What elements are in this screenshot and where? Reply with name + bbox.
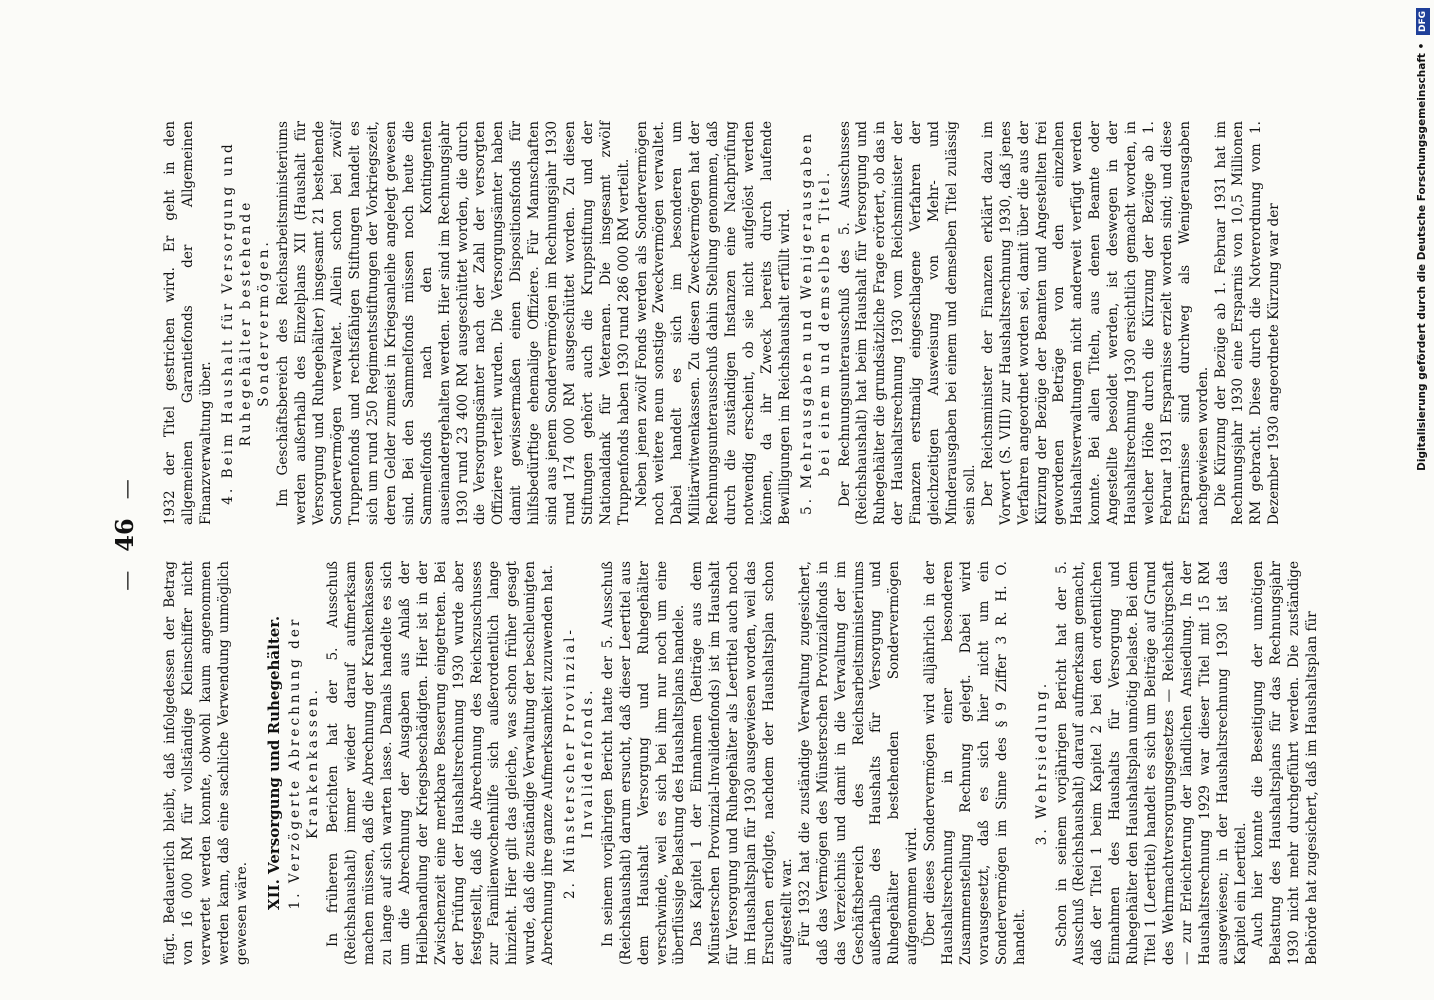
digitization-credit [1412, 8, 1432, 998]
subsection-2-paragraph-c: Für 1932 hat die zuständige Verwaltung zugesichert, daß das Vermögen des Münsterschen Provinzialfonds in das Verzeichnis und damit in die Verwaltung der im Geschäftsbereich des Reichsarbeitsministeriums außerhalb des Haushalts für Versorgung und Ruhegehälter bestehenden Sondervermögen aufgenommen wird. [796, 561, 921, 965]
subsection-1-paragraph: In früheren Berichten hat der 5. Ausschuß (Reichshaushalt) immer wieder darauf aufmerksam machen müssen, daß die Abrechnung der Krankenkassen zu lange auf sich warten lasse. Damals handelte es sich um die Abrechnung der Ausgaben aus Anlaß der Heilbehandlung der Kriegsbeschädigten. Hier ist in der Zwischenzeit eine merkbare Besserung eingetreten. Bei der Prüfung der Haushaltsrechnung 1930 wurde aber festgestellt, daß die Abrechnung des Reichszuschusses zur Familienwochenhilfe sich außerordentlich lange hinzieht. Hier gilt das gleiche, was schon früher gesagt wurde, daß die zuständige Verwaltung der beschleunigten Abrechnung ihre ganze Aufmerksamkeit zuzuwenden hat. [325, 561, 557, 965]
subsection-3-paragraph-b: Auch hier konnte die Beseitigung der unnötigen Belastung des Haushaltsplans für das Rechnungsjahr 1930 nicht mehr durchgeführt werden. Die zuständige Behörde hat zugesichert, daß im Haushaltsplan für [1250, 561, 1321, 965]
subsection-1-title: 1. Verzögerte Abrechnung der Krankenkassen. [287, 616, 322, 910]
subsection-2-paragraph-b: Das Kapitel 1 der Einnahmen (Beiträge aus dem Münsterschen Provinzial-Invalidenfonds) ist im Haushalt für Versorgung und Ruhegehälter als Leertitel auch noch im Haushaltsplan für 1930 ausgewiesen worden, weil das Ersuchen erfolgte, nachdem der Haushaltsplan schon aufgestellt war. [689, 561, 795, 965]
subsection-4-paragraph-b: Neben jenen zwölf Fonds werden als Sondervermögen noch weitere neun sonstige Zweckvermögen verwaltet. Dabei handelt es sich im besonderen um Militärwitwenkassen. Zu diesen Zweckvermögen hat der Rechnungsunterausschuß dahin Stellung genommen, daß durch die zuständigen Instanzen eine Nachprüfung notwendig erscheint, ob sie nicht aufgelöst werden können, da ihr Zweck bereits durch laufende Bewilligungen im Reichshaushalt erfüllt wird. [633, 121, 793, 525]
header-dash-left: — [114, 570, 138, 591]
right-column [162, 121, 1284, 525]
page-number: 46 [110, 518, 139, 552]
rotated-page-content [110, 105, 1335, 965]
subsection-5-title: 5. Mehrausgaben und Wenigerausgaben bei einem und demselben Titel. [798, 131, 833, 515]
subsection-2-title: 2. Münsterscher Provinzial-Invalidenfonds. [562, 626, 596, 900]
subsection-5-paragraph-c: Die Kürzung der Bezüge ab 1. Februar 1931 hat im Rechnungsjahr 1930 eine Ersparnis von 10,5 Millionen RM gebracht. Diese durch die Notverordnung vom 1. Dezember 1930 angeordnete Kürzung war der [1212, 121, 1283, 525]
subsection-2-paragraph-a: In seinem vorjährigen Bericht hatte der 5. Ausschuß (Reichshaushalt) darum ersucht, daß dieser Leertitel aus dem Haushalt Versorgung und Ruhegehälter verschwinde, weil es sich bei ihm nur noch um eine überflüssige Belastung des Haushaltsplans handele. [599, 561, 688, 965]
left-column [162, 561, 1322, 965]
dfg-logo: DFG [1416, 8, 1430, 35]
page-header [110, 105, 150, 965]
subsection-5-paragraph-a: Der Rechnungsunterausschuß des 5. Ausschusses (Reichshaushalt) hat beim Haushalt für Versorgung und Ruhegehälter die grundsätzliche Frage erörtert, ob das in der Haushaltsrechnung 1930 vom Reichsminister der Finanzen erstmalig eingeschlagene Verfahren der gleichzeitigen Ausweisung von Mehr- und Minderausgaben bei einem und demselben Titel zulässig sein soll. [836, 121, 978, 525]
subsection-5-paragraph-b: Der Reichsminister der Finanzen erklärt dazu im Vorwort (S. VIII) zur Haushaltsrechnung 1930, daß jenes Verfahren angeordnet worden sei, damit über die aus der Kürzung der Bezüge der Beamten und Angestellten frei gewordenen Beträge von den einzelnen Haushaltsverwaltungen nicht anderweit verfügt werden konnte. Bei allen Titeln, aus denen Beamte oder Angestellte besoldet werden, ist deswegen in der Haushaltsrechnung 1930 ersichtlich gemacht worden, in welcher Höhe durch die Kürzung der Bezüge ab 1. Februar 1931 Ersparnisse erzielt worden sind; und diese Ersparnisse sind durchweg als Wenigerausgaben nachgewiesen worden. [979, 121, 1211, 525]
subsection-4-title: 4. Beim Haushalt für Versorgung und Ruhegehälter bestehende Sondervermögen. [219, 141, 272, 505]
header-dash-right: — [114, 479, 138, 500]
right-intro-paragraph: 1932 der Titel gestrichen wird. Er geht in den allgemeinen Garantiefonds der Allgemeinen Finanzverwaltung über. [162, 121, 214, 525]
subsection-4-paragraph-a: Im Geschäftsbereich des Reichsarbeitsministeriums werden außerhalb des Einzelplans XII (Haushalt für Versorgung und Ruhegehälter) insgesamt 21 bestehende Sondervermögen verwaltet. Allein schon bei zwölf Truppenfonds und rechtsfähigen Stiftungen handelt es sich um rund 250 Regimentsstiftungen der Vorkriegszeit, deren Gelder zumeist in Kriegsanleihe angelegt gewesen sind. Bei den Sammelfonds müssen noch heute die Sammelfonds nach den Kontingenten auseinandergehalten werden. Hier sind im Rechnungsjahr 1930 rund 23 400 RM ausgeschüttet worden, die durch die Versorgungsämter nach der Zahl der versorgten Offiziere verteilt wurden. Die Versorgungsämter haben damit gewissermaßen einen Dispositionsfonds für hilfsbedürftige ehemalige Offiziere. Für Mannschaften sind aus jenem Sondervermögen im Rechnungsjahr 1930 rund 174 000 RM ausgeschüttet worden. Zu diesen Stiftungen gehört auch die Kruppstiftung und der Nationaldank für Veteranen. Die insgesamt zwölf Truppenfonds haben 1930 rund 286 000 RM verteilt. [275, 121, 632, 525]
left-intro-paragraph: fügt. Bedauerlich bleibt, daß infolgedessen der Betrag von 16 000 RM für vollständige Kleinschiffer nicht verwertet werden konnte, obwohl kaum angenommen werden kann, daß eine sachliche Verwendung unmöglich gewesen wäre. [162, 561, 250, 965]
subsection-3-paragraph-a: Schon in seinem vorjährigen Bericht hat der 5. Ausschuß (Reichshaushalt) darauf aufmerksam gemacht, daß der Titel 1 beim Kapitel 2 bei den ordentlichen Einnahmen des Haushalts für Versorgung und Ruhegehälter den Haushaltsplan unnötig belaste. Bei dem Titel 1 (Leertitel) handelt es sich um Beiträge auf Grund des Wehrmachtversorgungsgesetzes — Reichsbürgschaft — zur Erleichterung der ländlichen Ansiedlung. In der Haushaltsrechnung 1929 war dieser Titel mit 15 RM ausgewiesen; in der Haushaltsrechnung 1930 ist das Kapitel ein Leertitel. [1053, 561, 1249, 965]
subsection-3-title: 3. Wehrsiedlung. [1033, 680, 1050, 846]
digitization-credit-text [1412, 8, 1432, 998]
subsection-2-paragraph-d: Über dieses Sondervermögen wird alljährlich in der Haushaltsrechnung in einer besonderen Zusammenstellung Rechnung gelegt. Dabei wird vorausgesetzt, daß es sich hier nicht um ein Sondervermögen im Sinne des § 9 Ziffer 3 R. H. O. handelt. [922, 561, 1028, 965]
credit-line: Digitalisierung gefördert durch die Deutsche Forschungsgemeinschaft • [1416, 42, 1428, 471]
section-title: XII. Versorgung und Ruhegehälter. [264, 615, 283, 911]
